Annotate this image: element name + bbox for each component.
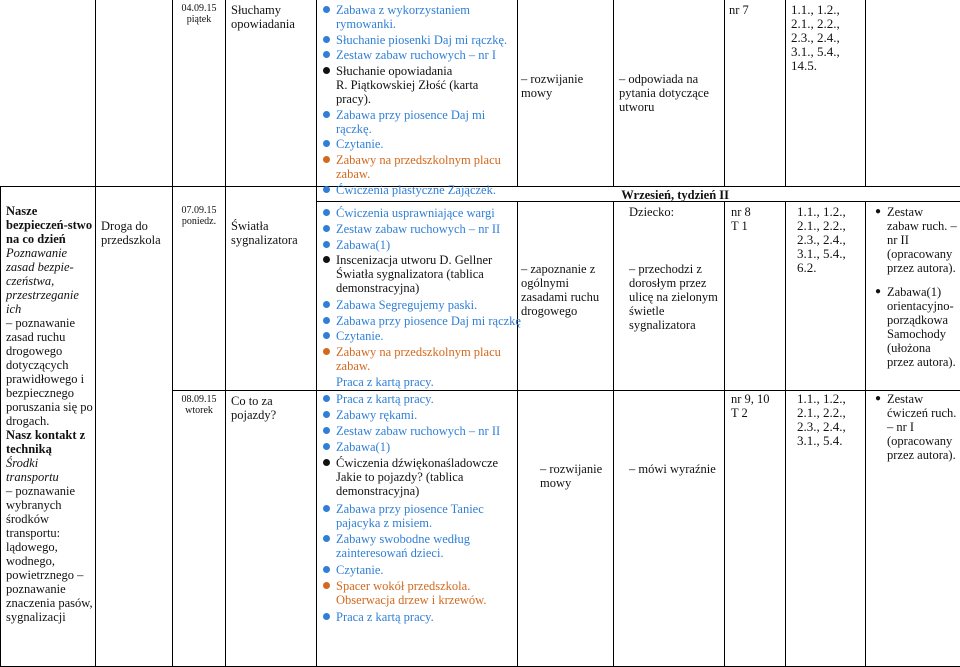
activity-item — [323, 64, 511, 106]
activity-text: Zabawy swobodne według — [336, 532, 470, 547]
activity-item — [323, 610, 434, 624]
activity-text: Zabawa z wykorzystaniem — [336, 3, 470, 17]
activity-text: Zestaw zabaw ruchowych – nr II — [336, 221, 501, 236]
block-subtitle-2: Środki transportu — [6, 456, 59, 484]
activity-item — [323, 298, 477, 312]
curriculum-codes: 1.1., 1.2., 2.1., 2.2., 2.3., 2.4., 3.1., 5.4., 14.5. — [791, 2, 840, 73]
bullet-icon — [323, 427, 330, 434]
topic: Światła sygnalizatora — [231, 219, 298, 247]
activity-item — [323, 33, 507, 47]
activity-item — [323, 238, 390, 252]
date: 04.09.15 — [181, 3, 217, 14]
activity-text: Zabawy na przedszkolnym placu — [336, 345, 501, 360]
bullet-icon — [323, 67, 330, 74]
activity-text: Ćwiczenia usprawniające wargi — [336, 206, 495, 220]
activity-text: Praca z kartą pracy. — [336, 375, 434, 390]
topic: Co to za pojazdy? — [231, 394, 277, 422]
bullet-icon — [323, 443, 330, 450]
skill: – rozwijanie mowy — [521, 72, 584, 100]
activity-text: Zestaw zabaw ruchowych – nr I — [336, 48, 497, 63]
bullet-icon — [323, 209, 330, 216]
note-item: ● Zestaw zabaw ruch. – nr II (opracowany przez autora). — [875, 205, 957, 275]
activity-text-cont: zabaw. — [336, 359, 371, 374]
bullet-icon — [323, 256, 330, 263]
outcome: – odpowiada na pytania dotyczące utworu — [619, 72, 709, 114]
bullet-icon — [323, 51, 330, 58]
week-header-text: Wrzesień, tydzień II — [621, 188, 729, 202]
bullet-icon — [323, 505, 330, 512]
bullet-icon — [323, 111, 330, 118]
activity-text-cont: pajacyka z misiem. — [336, 515, 433, 530]
activity-text-cont: rymowanki. — [336, 17, 397, 31]
subject: Droga do przedszkola — [101, 219, 161, 247]
block-aims: – poznawanie zasad ruchu drogowego dotyczących prawidłowego i bezpiecznego poruszania się po drogach. — [6, 316, 93, 428]
bullet-icon — [323, 582, 330, 589]
topic-code: T 2 — [731, 406, 748, 420]
activity-text-cont: zainteresowań dzieci. — [336, 546, 444, 561]
activity-text: Ćwiczenia dźwiękonaśladowcze — [336, 456, 499, 471]
activity-item — [323, 222, 500, 236]
date: 07.09.15 — [181, 205, 217, 216]
weekday: piątek — [186, 14, 212, 25]
activity-text: Zabawa Segregujemy paski. — [336, 297, 478, 312]
bullet-icon — [323, 459, 330, 466]
activity-text: Zabawy rękami. — [336, 408, 418, 423]
topic-code: T 1 — [731, 219, 748, 233]
task-number: nr 8 — [731, 205, 751, 219]
topic: Słuchamy opowiadania — [231, 3, 295, 31]
activity-item — [323, 392, 434, 406]
activity-text-cont: Obserwacja drzew i krzewów. — [336, 593, 487, 608]
bullet-icon — [323, 535, 330, 542]
bullet-icon — [323, 301, 330, 308]
activity-item — [323, 153, 501, 181]
bullet-icon — [323, 613, 330, 620]
block-title-2: Nasz kontakt z techniką — [6, 428, 86, 456]
activity-text-cont: R. Piątkowskiej Złość (karta pracy). — [336, 77, 479, 106]
block-subtitle: Poznawanie zasad bezpie-czeństwa, przestrzeganie ich — [6, 246, 79, 316]
activity-item — [323, 253, 511, 295]
weekday: wtorek — [185, 405, 213, 416]
activity-item — [323, 314, 521, 328]
notes — [875, 392, 957, 462]
bullet-icon — [323, 241, 330, 248]
date-cell — [173, 3, 225, 25]
activity-item — [323, 345, 501, 373]
activity-text-cont: zabaw. — [336, 167, 371, 181]
activity-text: Zabawa przy piosence Daj mi rączkę — [336, 313, 521, 328]
skill: – zapoznanie z ogólnymi zasadami ruchu drogowego — [521, 262, 600, 318]
activity-item — [323, 329, 384, 343]
activity-text: Zabawa(1) — [336, 237, 391, 252]
date: 08.09.15 — [181, 394, 217, 405]
task-number: nr 9, 10 — [731, 392, 770, 406]
outcome: – przechodzi z dorosłym przez ulicę na zielonym świetle sygnalizatora — [629, 262, 718, 332]
activity-item — [323, 375, 434, 389]
activity-item — [323, 502, 484, 530]
date-cell — [173, 205, 225, 227]
outcome-header: Dziecko: — [629, 205, 675, 219]
activity-text: Czytanie. — [336, 137, 384, 152]
outcome: – mówi wyraźnie — [629, 462, 716, 476]
activity-text: Ćwiczenia plastyczne Zajączek. — [336, 182, 496, 197]
task-number: nr 7 — [729, 3, 749, 17]
activity-text: Spacer wokół przedszkola. — [336, 579, 471, 594]
activity-text-cont: rączkę. — [336, 121, 372, 136]
activity-item — [323, 424, 500, 438]
activity-item — [323, 579, 487, 607]
bullet-icon — [323, 378, 330, 385]
activity-item — [323, 206, 495, 220]
bullet-icon — [323, 225, 330, 232]
bullet-icon — [323, 395, 330, 402]
curriculum-codes: 1.1., 1.2., 2.1., 2.2., 2.3., 2.4., 3.1., 5.4., 6.2. — [797, 204, 846, 275]
weekday: poniedz. — [181, 216, 217, 227]
activity-item — [323, 440, 390, 454]
bullet-icon — [323, 36, 330, 43]
activity-text: Słuchanie piosenki Daj mi rączkę. — [336, 32, 508, 47]
activity-text: Praca z kartą pracy. — [336, 392, 434, 406]
activity-text: Zabawa(1) — [336, 440, 391, 455]
note-item: ● Zabawa(1) orientacyjno-porządkowa Samochody (ułożona przez autora). — [875, 285, 957, 369]
activity-text: Zabawa przy piosence Daj mi — [336, 107, 486, 122]
block-title: Nasze bezpieczeń-stwo na co dzień — [6, 204, 93, 246]
notes — [875, 205, 957, 369]
bullet-icon — [323, 317, 330, 324]
bullet-icon — [323, 156, 330, 163]
activity-item — [323, 108, 485, 136]
bullet-icon — [323, 6, 330, 13]
activity-item — [323, 3, 470, 31]
activity-item — [323, 456, 511, 498]
bullet-icon — [323, 348, 330, 355]
activity-text: Zabawy na przedszkolnym placu — [336, 153, 501, 167]
activity-text: Zabawa przy piosence Taniec — [336, 501, 484, 516]
block-aims-2: – poznawanie wybranych środków transportu: lądowego, wodnego, powietrznego – poznawanie znaczenia pasów, sygnalizacji — [6, 484, 93, 624]
activity-text: Czytanie. — [336, 329, 384, 344]
activity-text: Praca z kartą pracy. — [336, 609, 434, 624]
activity-item — [323, 532, 470, 560]
bullet-icon — [323, 566, 330, 573]
activity-text: Czytanie. — [336, 563, 384, 578]
activity-item — [323, 48, 496, 62]
date-cell — [173, 394, 225, 416]
note-item: ● Zestaw ćwiczeń ruch. – nr I (opracowany przez autora). — [875, 392, 957, 462]
bullet-icon — [323, 332, 330, 339]
activity-text-cont: Światła sygnalizatora (tablica demonstracyjna) — [336, 267, 484, 296]
activity-text: Słuchanie opowiadania — [336, 63, 453, 78]
activity-text: Zestaw zabaw ruchowych – nr II — [336, 424, 501, 439]
activity-text-cont: Jakie to pojazdy? (tablica demonstracyjna) — [336, 470, 464, 499]
block-description — [6, 204, 94, 624]
activity-item — [323, 408, 417, 422]
bullet-icon — [323, 140, 330, 147]
activity-item — [323, 137, 384, 151]
week-header — [317, 188, 729, 202]
activity-text: Inscenizacja utworu D. Gellner — [336, 253, 493, 268]
bullet-icon — [323, 411, 330, 418]
curriculum-codes: 1.1., 1.2., 2.1., 2.2., 2.3., 2.4., 3.1., 5.4. — [797, 391, 846, 448]
activity-item — [323, 563, 384, 577]
skill: – rozwijanie mowy — [540, 462, 603, 490]
